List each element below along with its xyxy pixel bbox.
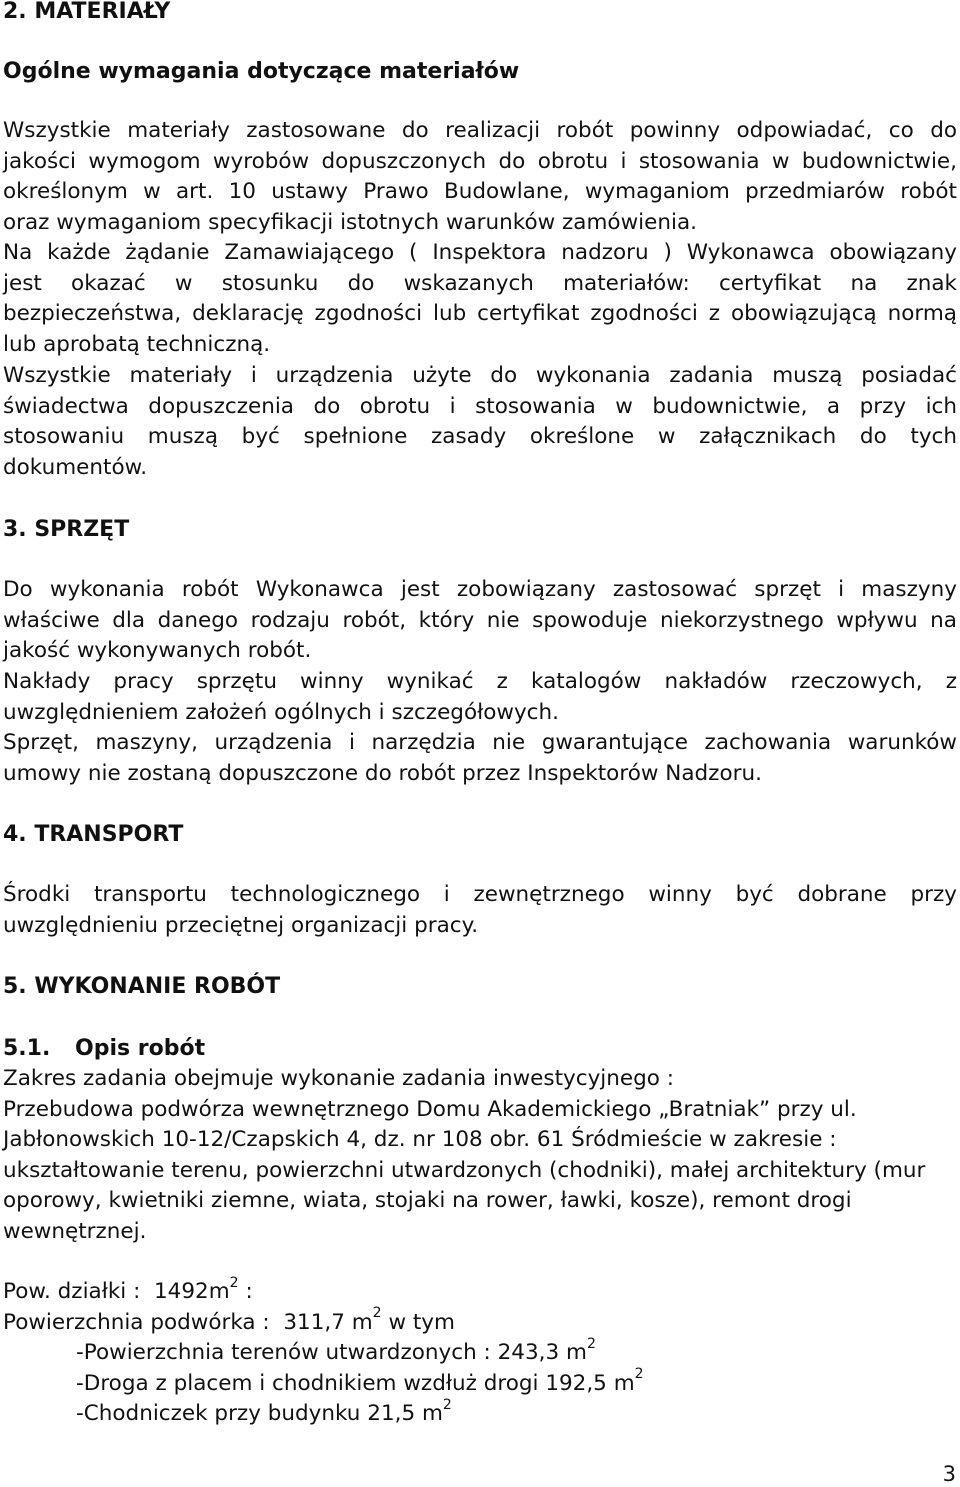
- section-5-description: [3, 1064, 957, 1247]
- text-line: Środki transportu technologicznego i zewnętrznego winny być dobrane przy: [3, 882, 957, 907]
- text-line: jakość wykonywanych robót.: [3, 638, 312, 663]
- text-line: wewnętrznej.: [3, 1218, 147, 1244]
- text-line: określonym w art. 10 ustawy Prawo Budowlane, wymaganiom przedmiarów robót: [3, 179, 957, 204]
- yard-area-line: [3, 1305, 957, 1339]
- area-item-text: -Powierzchnia terenów utwardzonych : 243,3 m: [76, 1340, 587, 1365]
- text-line: świadectwa dopuszczenia do obrotu i stosowania w budownictwie, a przy ich: [3, 393, 957, 419]
- area-item: [3, 1396, 957, 1430]
- section-2-paragraph-1: [3, 116, 957, 238]
- page-number: 3: [942, 1462, 956, 1486]
- section-2-subheading: Ogólne wymagania dotyczące materiałów: [3, 59, 520, 84]
- text-line: oporowy, kwietniki ziemne, wiata, stojaki na rower, ławki, kosze), remont drogi: [3, 1188, 852, 1213]
- plot-area-value: 1492m: [154, 1279, 230, 1304]
- plot-area-line: [3, 1274, 957, 1308]
- text-line: Do wykonania robót Wykonawca jest zobowiązany zastosować sprzęt i maszyny: [3, 577, 957, 602]
- plot-area-tail: :: [245, 1279, 253, 1304]
- section-2-paragraph-2: [3, 238, 957, 360]
- section-3-paragraph-2: [3, 667, 957, 728]
- area-item-text: -Droga z placem i chodnikiem wzdłuż drogi 192,5 m: [76, 1370, 635, 1396]
- text-line: uwzględnieniem założeń ogólnych i szczegółowych.: [3, 699, 559, 725]
- plot-area-unit-sup: 2: [229, 1274, 239, 1291]
- section-2-paragraph-3: [3, 361, 957, 483]
- area-item: [3, 1366, 957, 1400]
- area-item-sup: 2: [634, 1366, 644, 1383]
- section-4-heading: 4. TRANSPORT: [3, 822, 184, 847]
- text-line: bezpieczeństwa, deklarację zgodności lub certyfikat zgodności z obowiązującą normą: [3, 301, 957, 326]
- section-5-1-title: Opis robót: [75, 1036, 206, 1061]
- text-line: ukształtowanie terenu, powierzchni utwardzonych (chodniki), małej architektury (mur: [3, 1157, 926, 1183]
- section-3-paragraph-1: [3, 575, 957, 667]
- text-line: lub aprobatą techniczną.: [3, 331, 271, 357]
- text-line: właściwe dla danego rodzaju robót, który nie spowoduje niekorzystnego wpływu na: [3, 607, 957, 633]
- text-line: jest okazać w stosunku do wskazanych materiałów: certyfikat na znak: [3, 270, 957, 296]
- text-line: Na każde żądanie Zamawiającego ( Inspektora nadzoru ) Wykonawca obowiązany: [3, 240, 957, 265]
- area-item: [3, 1335, 957, 1369]
- text-line: Wszystkie materiały i urządzenia użyte do wykonania zadania muszą posiadać: [3, 363, 957, 388]
- text-line: oraz wymaganiom specyfikacji istotnych warunków zamówienia.: [3, 209, 697, 235]
- section-3-heading: 3. SPRZĘT: [3, 517, 130, 542]
- section-5-1-number: 5.1.: [3, 1036, 51, 1061]
- text-line: stosowaniu muszą być spełnione zasady określone w załącznikach do tych: [3, 424, 957, 449]
- text-line: Zakres zadania obejmuje wykonanie zadania inwestycyjnego :: [3, 1066, 675, 1091]
- text-line: Wszystkie materiały zastosowane do realizacji robót powinny odpowiadać, co do: [3, 118, 957, 143]
- text-line: Przebudowa podwórza wewnętrznego Domu Akademickiego „Bratniak” przy ul.: [3, 1096, 857, 1122]
- yard-area-unit-sup: 2: [372, 1305, 382, 1322]
- plot-area-label: Pow. działki :: [3, 1279, 141, 1304]
- area-item-sup: 2: [586, 1335, 596, 1352]
- text-line: uwzględnieniu przeciętnej organizacji pracy.: [3, 912, 479, 938]
- text-line: Nakłady pracy sprzętu winny wynikać z katalogów nakładów rzeczowych, z: [3, 669, 957, 694]
- yard-area-tail: w tym: [388, 1309, 455, 1335]
- area-summary: [3, 1274, 957, 1430]
- yard-area-value: 311,7 m: [283, 1309, 373, 1335]
- section-4-paragraph-1: [3, 880, 957, 941]
- text-line: jakości wymogom wyrobów dopuszczonych do obrotu i stosowania w budownictwie,: [3, 148, 957, 174]
- area-item-sup: 2: [442, 1396, 452, 1413]
- text-line: Sprzęt, maszyny, urządzenia i narzędzia nie gwarantujące zachowania warunków: [3, 730, 957, 755]
- section-5-1-heading: [3, 1034, 957, 1064]
- area-item-text: -Chodniczek przy budynku 21,5 m: [76, 1401, 443, 1426]
- text-line: umowy nie zostaną dopuszczone do robót przez Inspektorów Nadzoru.: [3, 760, 762, 786]
- section-3-paragraph-3: [3, 728, 957, 789]
- text-line: dokumentów.: [3, 454, 148, 480]
- section-5-heading: 5. WYKONANIE ROBÓT: [3, 974, 281, 999]
- text-line: Jabłonowskich 10-12/Czapskich 4, dz. nr 108 obr. 61 Śródmieście w zakresie :: [3, 1127, 837, 1152]
- section-2-heading: 2. MATERIAŁY: [3, 0, 171, 24]
- yard-area-label: Powierzchnia podwórka :: [3, 1309, 270, 1335]
